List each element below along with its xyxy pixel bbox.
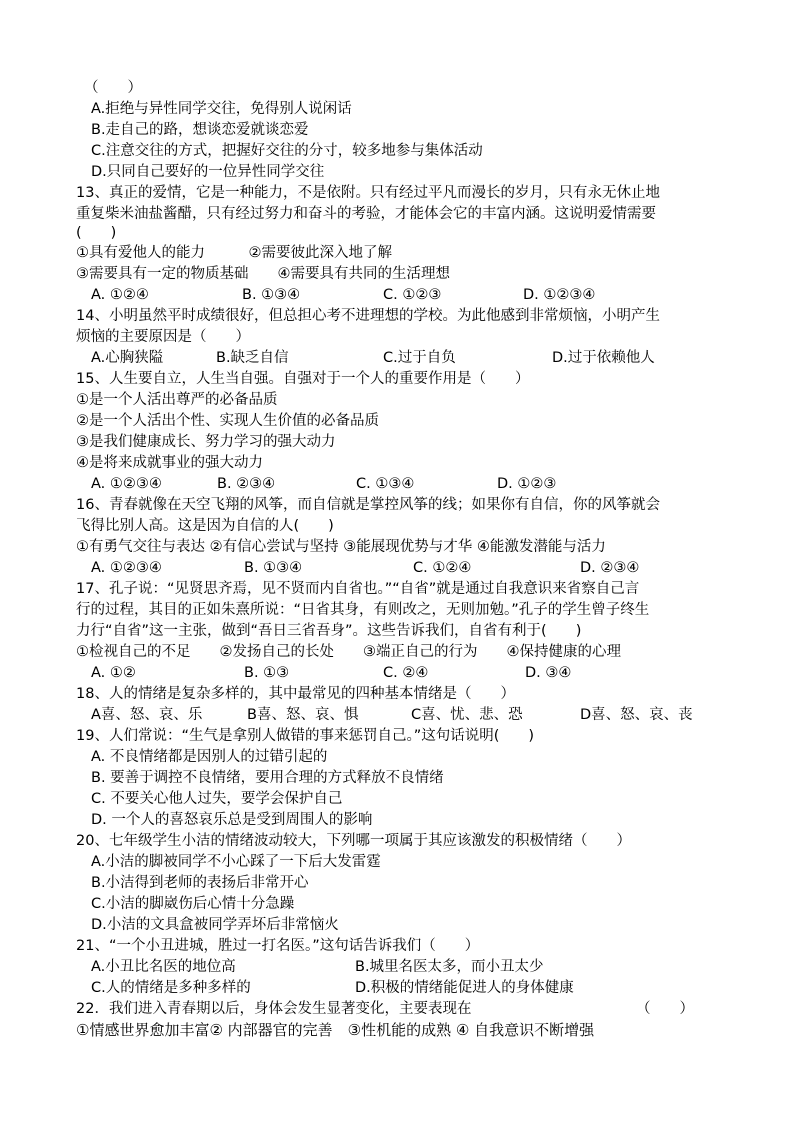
q17-stem-3: 力行“自省”这一主张，做到“吾日三省吾身”。这些告诉我们，自省有利于( ) [76,623,582,639]
q12-option-d: D.只同自己要好的一位异性同学交往 [91,164,325,180]
q17-option-d: D. ③④ [525,665,572,681]
q15-option-c: C. ①③④ [356,476,415,492]
q15-item-1: ①是一个人活出尊严的必备品质 [76,392,278,408]
q22-items: ①情感世界愈加丰富② 内部器官的完善 ③性机能的成熟 ④ 自我意识不断增强 [76,1021,595,1039]
q13-option-c: C. ①②③ [383,287,442,303]
q19-option-b: B. 要善于调控不良情绪，要用合理的方式释放不良情绪 [91,770,444,786]
q17-stem-2: 行的过程，其目的正如朱熹所说：“日省其身，有则改之，无则加勉。”孔子的学生曾子终生 [76,602,650,618]
q14-stem-1: 14、小明虽然平时成绩很好，但总担心考不进理想的学校。为此他感到非常烦恼，小明产生 [76,308,660,324]
q13-stem-2: 重复柴米油盐酱醋，只有经过努力和奋斗的考验，才能体会它的丰富内涵。这说明爱情需要 [76,206,656,222]
q12-option-b: B.走自己的路，想谈恋爱就谈恋爱 [91,122,309,138]
q13-option-b: B. ①③④ [242,287,301,303]
q22-paren: （ ） [636,1001,694,1017]
q13-stem-1: 13、真正的爱情，它是一种能力，不是依附。只有经过平凡而漫长的岁月，只有永无休止地 [76,185,660,201]
q21-option-d: D.积极的情绪能促进人的身体健康 [355,980,574,996]
q18-option-a: A喜、怒、哀、乐 [91,707,203,723]
q12-paren: （ ） [84,80,142,96]
q16-option-d: D. ②③④ [580,560,640,576]
q13-item-3-4: ③需要具有一定的物质基础 ④需要具有共同的生活理想 [76,266,450,282]
q21-stem: 21、“一个小丑进城，胜过一打名医。”这句话告诉我们（ ） [76,938,480,954]
q17-option-c: C. ②④ [383,665,429,681]
q14-option-a: A.心胸狭隘 [91,350,164,366]
q21-option-a: A.小丑比名医的地位高 [91,959,236,975]
q14-stem-2: 烦恼的主要原因是（ ） [76,329,250,345]
q21-option-c: C.人的情绪是多种多样的 [91,980,251,996]
q14-option-d: D.过于依赖他人 [552,350,655,366]
q16-option-a: A. ①②③④ [91,560,162,576]
q20-option-c: C.小洁的脚崴伤后心情十分急躁 [91,896,295,912]
q13-option-d: D. ①②③④ [523,287,596,303]
q15-item-3: ③是我们健康成长、努力学习的强大动力 [76,434,336,450]
q15-item-2: ②是一个人活出个性、实现人生价值的必备品质 [76,413,379,429]
q18-stem: 18、人的情绪是复杂多样的，其中最常见的四种基本情绪是（ ） [76,686,515,702]
q16-option-b: B. ①③④ [244,560,303,576]
q12-option-a: A.拒绝与异性同学交往，免得别人说闲话 [91,101,352,117]
q18-option-d: D喜、怒、哀、丧 [580,707,693,723]
q12-option-c: C.注意交往的方式，把握好交往的分寸，较多地参与集体活动 [91,143,483,159]
q14-option-b: B.缺乏自信 [216,350,289,366]
q16-option-c: C. ①②④ [413,560,472,576]
q14-option-c: C.过于自负 [383,350,456,366]
q16-stem-1: 16、青春就像在天空飞翔的风筝，而自信就是掌控风筝的线；如果你有自信，你的风筝就会 [76,497,660,513]
q20-option-a: A.小洁的脚被同学不小心踩了一下后大发雷霆 [91,854,381,870]
q18-option-b: B喜、怒、哀、惧 [247,707,359,723]
q19-option-d: D. 一个人的喜怒哀乐总是受到周围人的影响 [91,812,373,828]
q17-option-b: B. ①③ [244,665,290,681]
q16-items: ①有勇气交往与表达 ②有信心尝试与坚持 ③能展现优势与才华 ④能激发潜能与活力 [76,539,606,555]
q19-option-c: C. 不要关心他人过失，要学会保护自己 [91,791,343,807]
q18-option-c: C喜、忧、悲、恐 [411,707,523,723]
q15-option-b: B. ②③④ [217,476,276,492]
q15-option-a: A. ①②③④ [91,476,162,492]
q17-option-a: A. ①② [91,665,136,681]
q17-items: ①检视自己的不足 ②发扬自己的长处 ③端正自己的行为 ④保持健康的心理 [76,644,621,660]
q20-option-d: D.小洁的文具盒被同学弄坏后非常恼火 [91,917,339,933]
q15-stem: 15、人生要自立，人生当自强。自强对于一个人的重要作用是（ ） [76,371,530,387]
q19-option-a: A. 不良情绪都是因别人的过错引起的 [91,749,328,765]
q20-option-b: B.小洁得到老师的表扬后非常开心 [91,875,309,891]
q13-option-a: A. ①②④ [91,287,149,303]
q15-item-4: ④是将来成就事业的强大动力 [76,455,263,471]
q13-paren: ( ) [76,225,117,241]
q21-option-b: B.城里名医太多，而小丑太少 [355,959,544,975]
q22-stem: 22．我们进入青春期以后，身体会发生显著变化，主要表现在 [76,1001,472,1017]
q16-stem-2: 飞得比别人高。这是因为自信的人( ) [76,518,334,534]
q19-stem: 19、人们常说：“生气是拿别人做错的事来惩罚自己。”这句话说明( ) [76,728,535,744]
q20-stem: 20、七年级学生小洁的情绪波动较大，下列哪一项属于其应该激发的积极情绪（ ） [76,833,631,849]
q13-item-1-2: ①具有爱他人的能力 ②需要彼此深入地了解 [76,245,392,261]
q17-stem-1: 17、孔子说：“见贤思齐焉，见不贤而内自省也。”“自省”就是通过自我意识来省察自己言 [76,581,640,597]
q15-option-d: D. ①②③ [497,476,557,492]
